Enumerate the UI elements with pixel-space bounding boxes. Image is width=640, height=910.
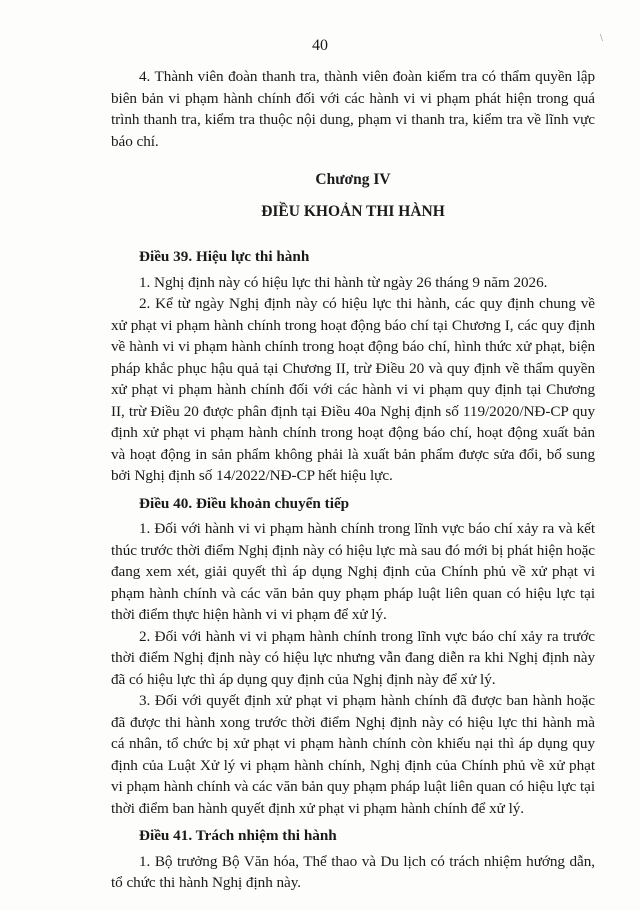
paragraph-article40-clause3: 3. Đối với quyết định xử phạt vi phạm hành chính đã được ban hành hoặc đã được thi hành xong trước thời điểm Nghị định này có hiệu lực thi hành mà cá nhân, tổ chức bị xử phạt vi phạm hành chính còn khiếu nại thì áp dụng quy định của Luật Xử lý vi phạm hành chính, Nghị định của Chính phủ về xử phạt vi phạm hành chính và các văn bản quy phạm pháp luật liên quan có hiệu lực tại thời điểm ban hành quyết định xử phạt vi phạm hành chính để xử lý. bbox=[111, 692, 595, 817]
paragraph-article39-clause1: 1. Nghị định này có hiệu lực thi hành từ ngày 26 tháng 9 năm 2026. bbox=[139, 273, 548, 291]
paragraph-article38-clause4: 4. Thành viên đoàn thanh tra, thành viên đoàn kiểm tra có thẩm quyền lập biên bản vi phạm hành chính đối với các hành vi vi phạm phát hiện trong quá trình thanh tra, kiểm tra thuộc nội dung, phạm vi thanh tra, kiểm tra về lĩnh vực báo chí. bbox=[111, 68, 595, 150]
paragraph-article40-clause2: 2. Đối với hành vi vi phạm hành chính trong lĩnh vực báo chí xảy ra trước thời điểm Nghị định này có hiệu lực nhưng vẫn đang diễn ra khi Nghị định này đã có hiệu lực thì áp dụng quy định của Nghị định này để xử lý. bbox=[111, 627, 595, 688]
paragraph-article40-clause1: 1. Đối với hành vi vi phạm hành chính trong lĩnh vực báo chí xảy ra và kết thúc trước thời điểm Nghị định này có hiệu lực mà sau đó mới bị phát hiện hoặc đang xem xét, giải quyết thì áp dụng Nghị định của Chính phủ về xử phạt vi phạm hành chính và các văn bản quy phạm pháp luật liên quan có hiệu lực tại thời điểm thực hiện hành vi vi phạm để xử lý. bbox=[111, 520, 595, 623]
corner-mark: \ bbox=[600, 33, 603, 44]
page-number: 40 bbox=[312, 37, 328, 54]
chapter-label: Chương IV bbox=[315, 171, 391, 188]
article-41-heading: Điều 41. Trách nhiệm thi hành bbox=[139, 827, 337, 844]
chapter-title: ĐIỀU KHOẢN THI HÀNH bbox=[261, 202, 445, 220]
paragraph-article41-clause1: 1. Bộ trưởng Bộ Văn hóa, Thể thao và Du lịch có trách nhiệm hướng dẫn, tổ chức thi hành Nghị định này. bbox=[111, 852, 595, 891]
article-39-heading: Điều 39. Hiệu lực thi hành bbox=[139, 248, 310, 265]
paragraph-article39-clause2: 2. Kể từ ngày Nghị định này có hiệu lực thi hành, các quy định chung về xử phạt vi phạm hành chính trong hoạt động báo chí tại Chương I, các quy định về hành vi vi phạm hành chính trong hoạt động báo chí, hình thức xử phạt, biện pháp khắc phục hậu quả tại Chương II, trừ Điều 20 và quy định về thẩm quyền xử phạt vi phạm hành chính đối với các hành vi vi phạm quy định tại Chương II, trừ Điều 20 được phân định tại Điều 40a Nghị định số 119/2020/NĐ-CP quy định xử phạt vi phạm hành chính trong hoạt động báo chí, hoạt động xuất bản và hoạt động in sản phẩm không phải là xuất bản phẩm được sửa đổi, bổ sung bởi Nghị định số 14/2022/NĐ-CP hết hiệu lực. bbox=[111, 295, 595, 484]
article-40-heading: Điều 40. Điều khoản chuyển tiếp bbox=[139, 494, 350, 512]
document-body bbox=[111, 66, 595, 894]
